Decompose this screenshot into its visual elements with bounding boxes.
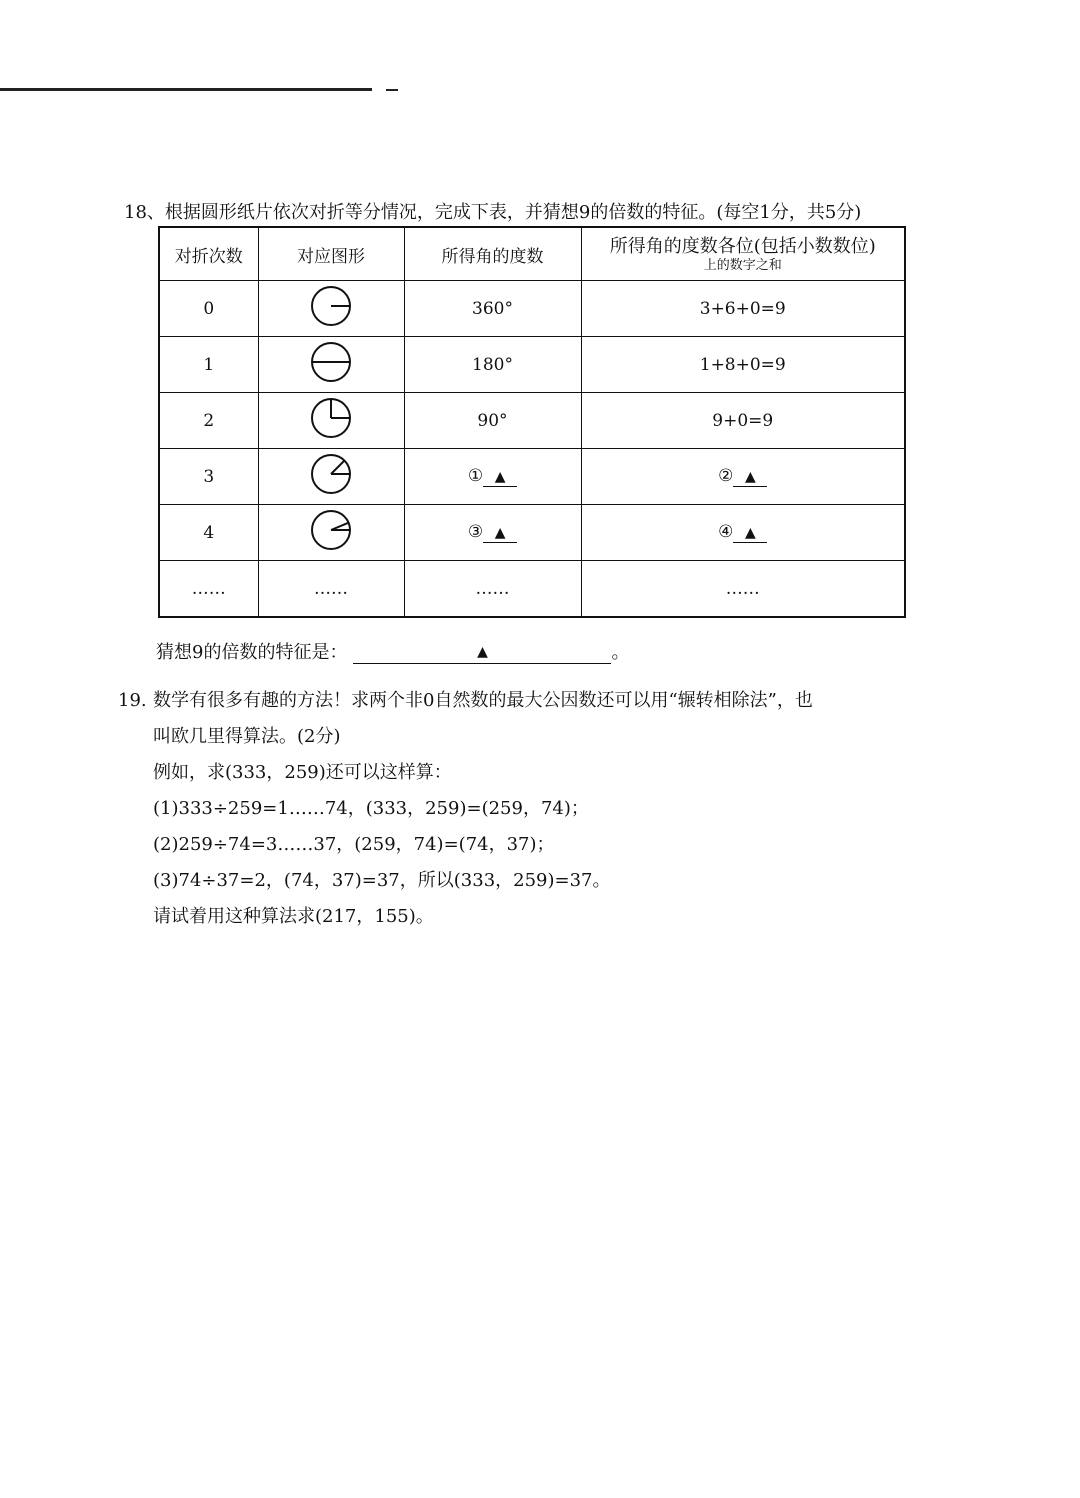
- q19-line: (3)74÷37=2，(74，37)=37，所以(333，259)=37。: [153, 870, 611, 891]
- fold-table: [158, 226, 906, 618]
- digit-sum-cell: 1+8+0=9: [581, 337, 905, 393]
- q19-line: 请试着用这种算法求(217，155)。: [153, 906, 434, 927]
- answer-blank-3[interactable]: [483, 523, 517, 543]
- angle-cell: 90°: [404, 393, 581, 449]
- header-shape: 对应图形: [258, 227, 404, 281]
- shape-cell: [258, 281, 404, 337]
- triangle-icon: ▲: [494, 525, 506, 541]
- shape-cell: [258, 449, 404, 505]
- angle-cell: ……: [404, 561, 581, 618]
- shape-cell: [258, 393, 404, 449]
- conjecture-line: [156, 638, 629, 664]
- conjecture-period: 。: [611, 642, 630, 663]
- digit-sum-cell: 3+6+0=9: [581, 281, 905, 337]
- q19-line: (2)259÷74=3……37，(259，74)=(74，37)；: [153, 834, 555, 855]
- digit-sum-cell: ……: [581, 561, 905, 618]
- triangle-icon: ▲: [477, 644, 488, 660]
- table-row: [159, 337, 905, 393]
- shape-cell: ……: [258, 561, 404, 618]
- circle-quarter-icon: [309, 396, 353, 440]
- q19-text: 数学有很多有趣的方法！求两个非0自然数的最大公因数还可以用“辗转相除法”，也: [153, 690, 813, 711]
- folds-cell: 3: [159, 449, 258, 505]
- circle-sixteenth-icon: [309, 508, 353, 552]
- header-digit-sum-main: 所得角的度数各位(包括小数数位): [609, 235, 876, 257]
- sum-blank-cell: [581, 505, 905, 561]
- blank-marker-4: ④: [718, 522, 734, 542]
- folds-cell: 0: [159, 281, 258, 337]
- shape-cell: [258, 337, 404, 393]
- angle-cell: 360°: [404, 281, 581, 337]
- header-angle: 所得角的度数: [404, 227, 581, 281]
- header-digit-sum: [581, 227, 905, 281]
- table-header-row: [159, 227, 905, 281]
- angle-blank-cell: [404, 449, 581, 505]
- digit-sum-cell: 9+0=9: [581, 393, 905, 449]
- triangle-icon: ▲: [494, 469, 506, 485]
- blank-marker-3: ③: [467, 522, 484, 542]
- answer-blank-4[interactable]: [733, 523, 767, 543]
- conjecture-label: 猜想9的倍数的特征是：: [156, 642, 348, 663]
- question-19: [118, 686, 918, 938]
- question-18-title: 18、根据圆形纸片依次对折等分情况，完成下表，并猜想9的倍数的特征。(每空1分，共5分): [124, 202, 862, 223]
- conjecture-answer-blank[interactable]: [353, 640, 611, 664]
- triangle-icon: ▲: [744, 469, 756, 485]
- q19-line: [118, 686, 918, 722]
- circle-with-radius-icon: [309, 284, 353, 328]
- folds-cell: 1: [159, 337, 258, 393]
- shape-cell: [258, 505, 404, 561]
- top-dash: [386, 89, 398, 91]
- q19-line: 例如，求(333，259)还可以这样算：: [153, 762, 452, 783]
- table-row: [159, 449, 905, 505]
- triangle-icon: ▲: [744, 525, 756, 541]
- angle-cell: 180°: [404, 337, 581, 393]
- top-rule: [0, 88, 372, 91]
- folds-cell: ……: [159, 561, 258, 618]
- folds-cell: 4: [159, 505, 258, 561]
- table-row: [159, 505, 905, 561]
- answer-blank-2[interactable]: [733, 467, 767, 487]
- folds-cell: 2: [159, 393, 258, 449]
- angle-blank-cell: [404, 505, 581, 561]
- circle-eighth-icon: [309, 452, 353, 496]
- header-folds: 对折次数: [159, 227, 258, 281]
- table-row: [159, 561, 905, 618]
- q19-line: 叫欧几里得算法。(2分): [153, 726, 341, 747]
- blank-marker-1: ①: [467, 466, 484, 486]
- table-row: [159, 393, 905, 449]
- table-row: [159, 281, 905, 337]
- q19-line: (1)333÷259=1……74，(333，259)=(259，74)；: [153, 798, 589, 819]
- sum-blank-cell: [581, 449, 905, 505]
- circle-half-icon: [309, 340, 353, 384]
- blank-marker-2: ②: [718, 466, 734, 486]
- answer-blank-1[interactable]: [483, 467, 517, 487]
- header-digit-sum-sub: 上的数字之和: [703, 257, 782, 273]
- question-number: 19.: [118, 690, 147, 711]
